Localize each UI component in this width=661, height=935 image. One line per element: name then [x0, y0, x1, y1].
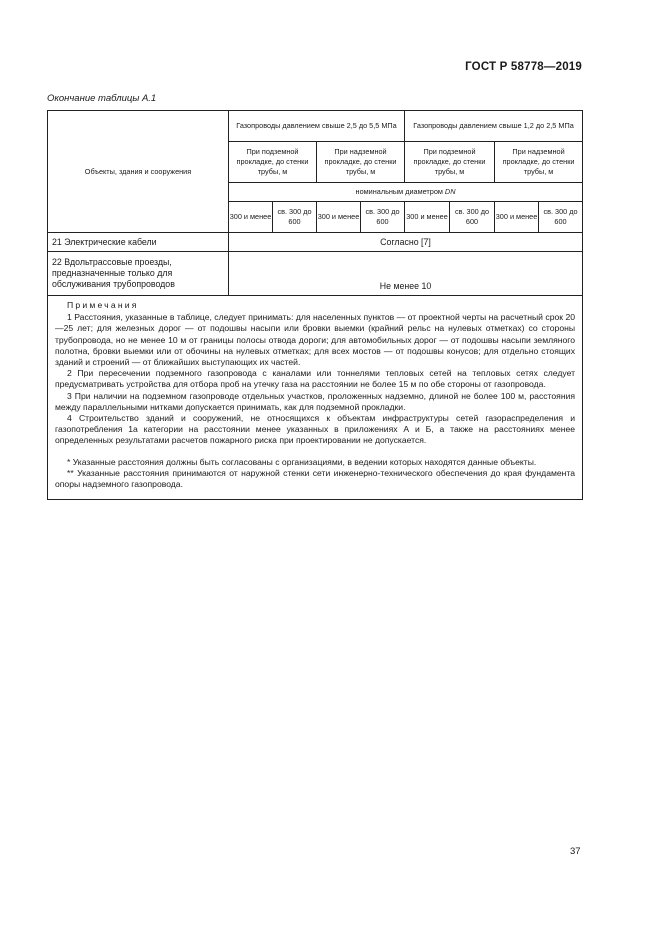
laying-header-aboveground: При надземной прокладке, до стенки трубы, м — [495, 142, 583, 183]
table-row — [48, 233, 583, 252]
dn-header: 300 и менее — [229, 202, 273, 233]
group-header-medium-pressure: Газопроводы давлением свыше 1,2 до 2,5 МПа — [405, 111, 583, 142]
objects-header: Объекты, здания и сооружения — [48, 111, 229, 233]
dn-header: св. 300 до 600 — [273, 202, 317, 233]
dn-header: 300 и менее — [317, 202, 361, 233]
laying-header-underground: При подземной прокладке, до стенки трубы, м — [229, 142, 317, 183]
note-item: 1 Расстояния, указанные в таблице, следует принимать: для населенных пунктов — от проектной черты на расчетный срок 20—25 лет; для железных дорог — от подошвы насыпи или бровки выемки (крайний рельс на нулевых отметках) со стороны трубопровода, но не менее 10 м от границы полосы отвода дороги; для автомобильных дорог — от подошвы насыпи земляного полотна, бровки выемки или от обочины на нулевых отметках; для всех мостов — от подошвы конусов; для отдельно стоящих зданий и строений — от ближайших выступающих их частей. — [55, 312, 576, 368]
page-number: 37 — [570, 846, 581, 857]
group-header-high-pressure: Газопроводы давлением свыше 2,5 до 5,5 МПа — [229, 111, 405, 142]
dn-header: св. 300 до 600 — [361, 202, 405, 233]
row-label: 22 Вдольтрассовые проезды, предназначенные только для обслуживания трубопроводов — [48, 252, 229, 296]
footnote: * Указанные расстояния должны быть согласованы с организациями, в ведении которых находятся данные объекты. — [67, 456, 537, 467]
laying-header-underground: При подземной прокладке, до стенки трубы, м — [405, 142, 495, 183]
footnote: ** Указанные расстояния принимаются от наружной стенки сети инженерно-технического обеспечения до края фундамента опоры надземного газопровода. — [55, 467, 576, 490]
dn-header: св. 300 до 600 — [539, 202, 583, 233]
note-item: 3 При наличии на подземном газопроводе отдельных участков, проложенных надземно, длиной не более 100 м, расстояния между параллельными нитками допускается принимать, как для подземной прокладки. — [55, 390, 576, 412]
row-label: 21 Электрические кабели — [48, 233, 229, 252]
notes-block — [48, 296, 583, 500]
table-caption: Окончание таблицы А.1 — [47, 93, 157, 104]
note-item: 4 Строительство зданий и сооружений, не относящихся к объектам инфраструктуры сетей газораспределения и газопотребления 1а категории на расстоянии менее указанных в приложениях А и Б, а также на расстояниях менее определенных результатами расчетов пожарного риска при проектировании не допускается. — [55, 413, 576, 446]
notes-title: Примечания — [67, 300, 139, 310]
dn-header: 300 и менее — [495, 202, 539, 233]
nominal-diameter-text: номинальным диаметром — [355, 187, 445, 196]
row-value: Не менее 10 — [229, 252, 583, 296]
row-value: Согласно [7] — [229, 233, 583, 252]
laying-header-aboveground: При надземной прокладке, до стенки трубы, м — [317, 142, 405, 183]
table-row — [48, 252, 583, 296]
dn-header: 300 и менее — [405, 202, 450, 233]
dn-symbol: DN — [444, 187, 456, 196]
nominal-diameter-header — [229, 183, 583, 202]
standard-code: ГОСТ Р 58778—2019 — [465, 61, 582, 73]
note-item: 2 При пересечении подземного газопровода с каналами или тоннелями тепловых сетей на тепловых сетях следует предусматривать устройства для отбора проб на утечку газа на расстоянии не более 15 м по обе стороны от газопровода. — [55, 368, 576, 390]
distance-table — [47, 110, 583, 500]
dn-header: св. 300 до 600 — [450, 202, 495, 233]
